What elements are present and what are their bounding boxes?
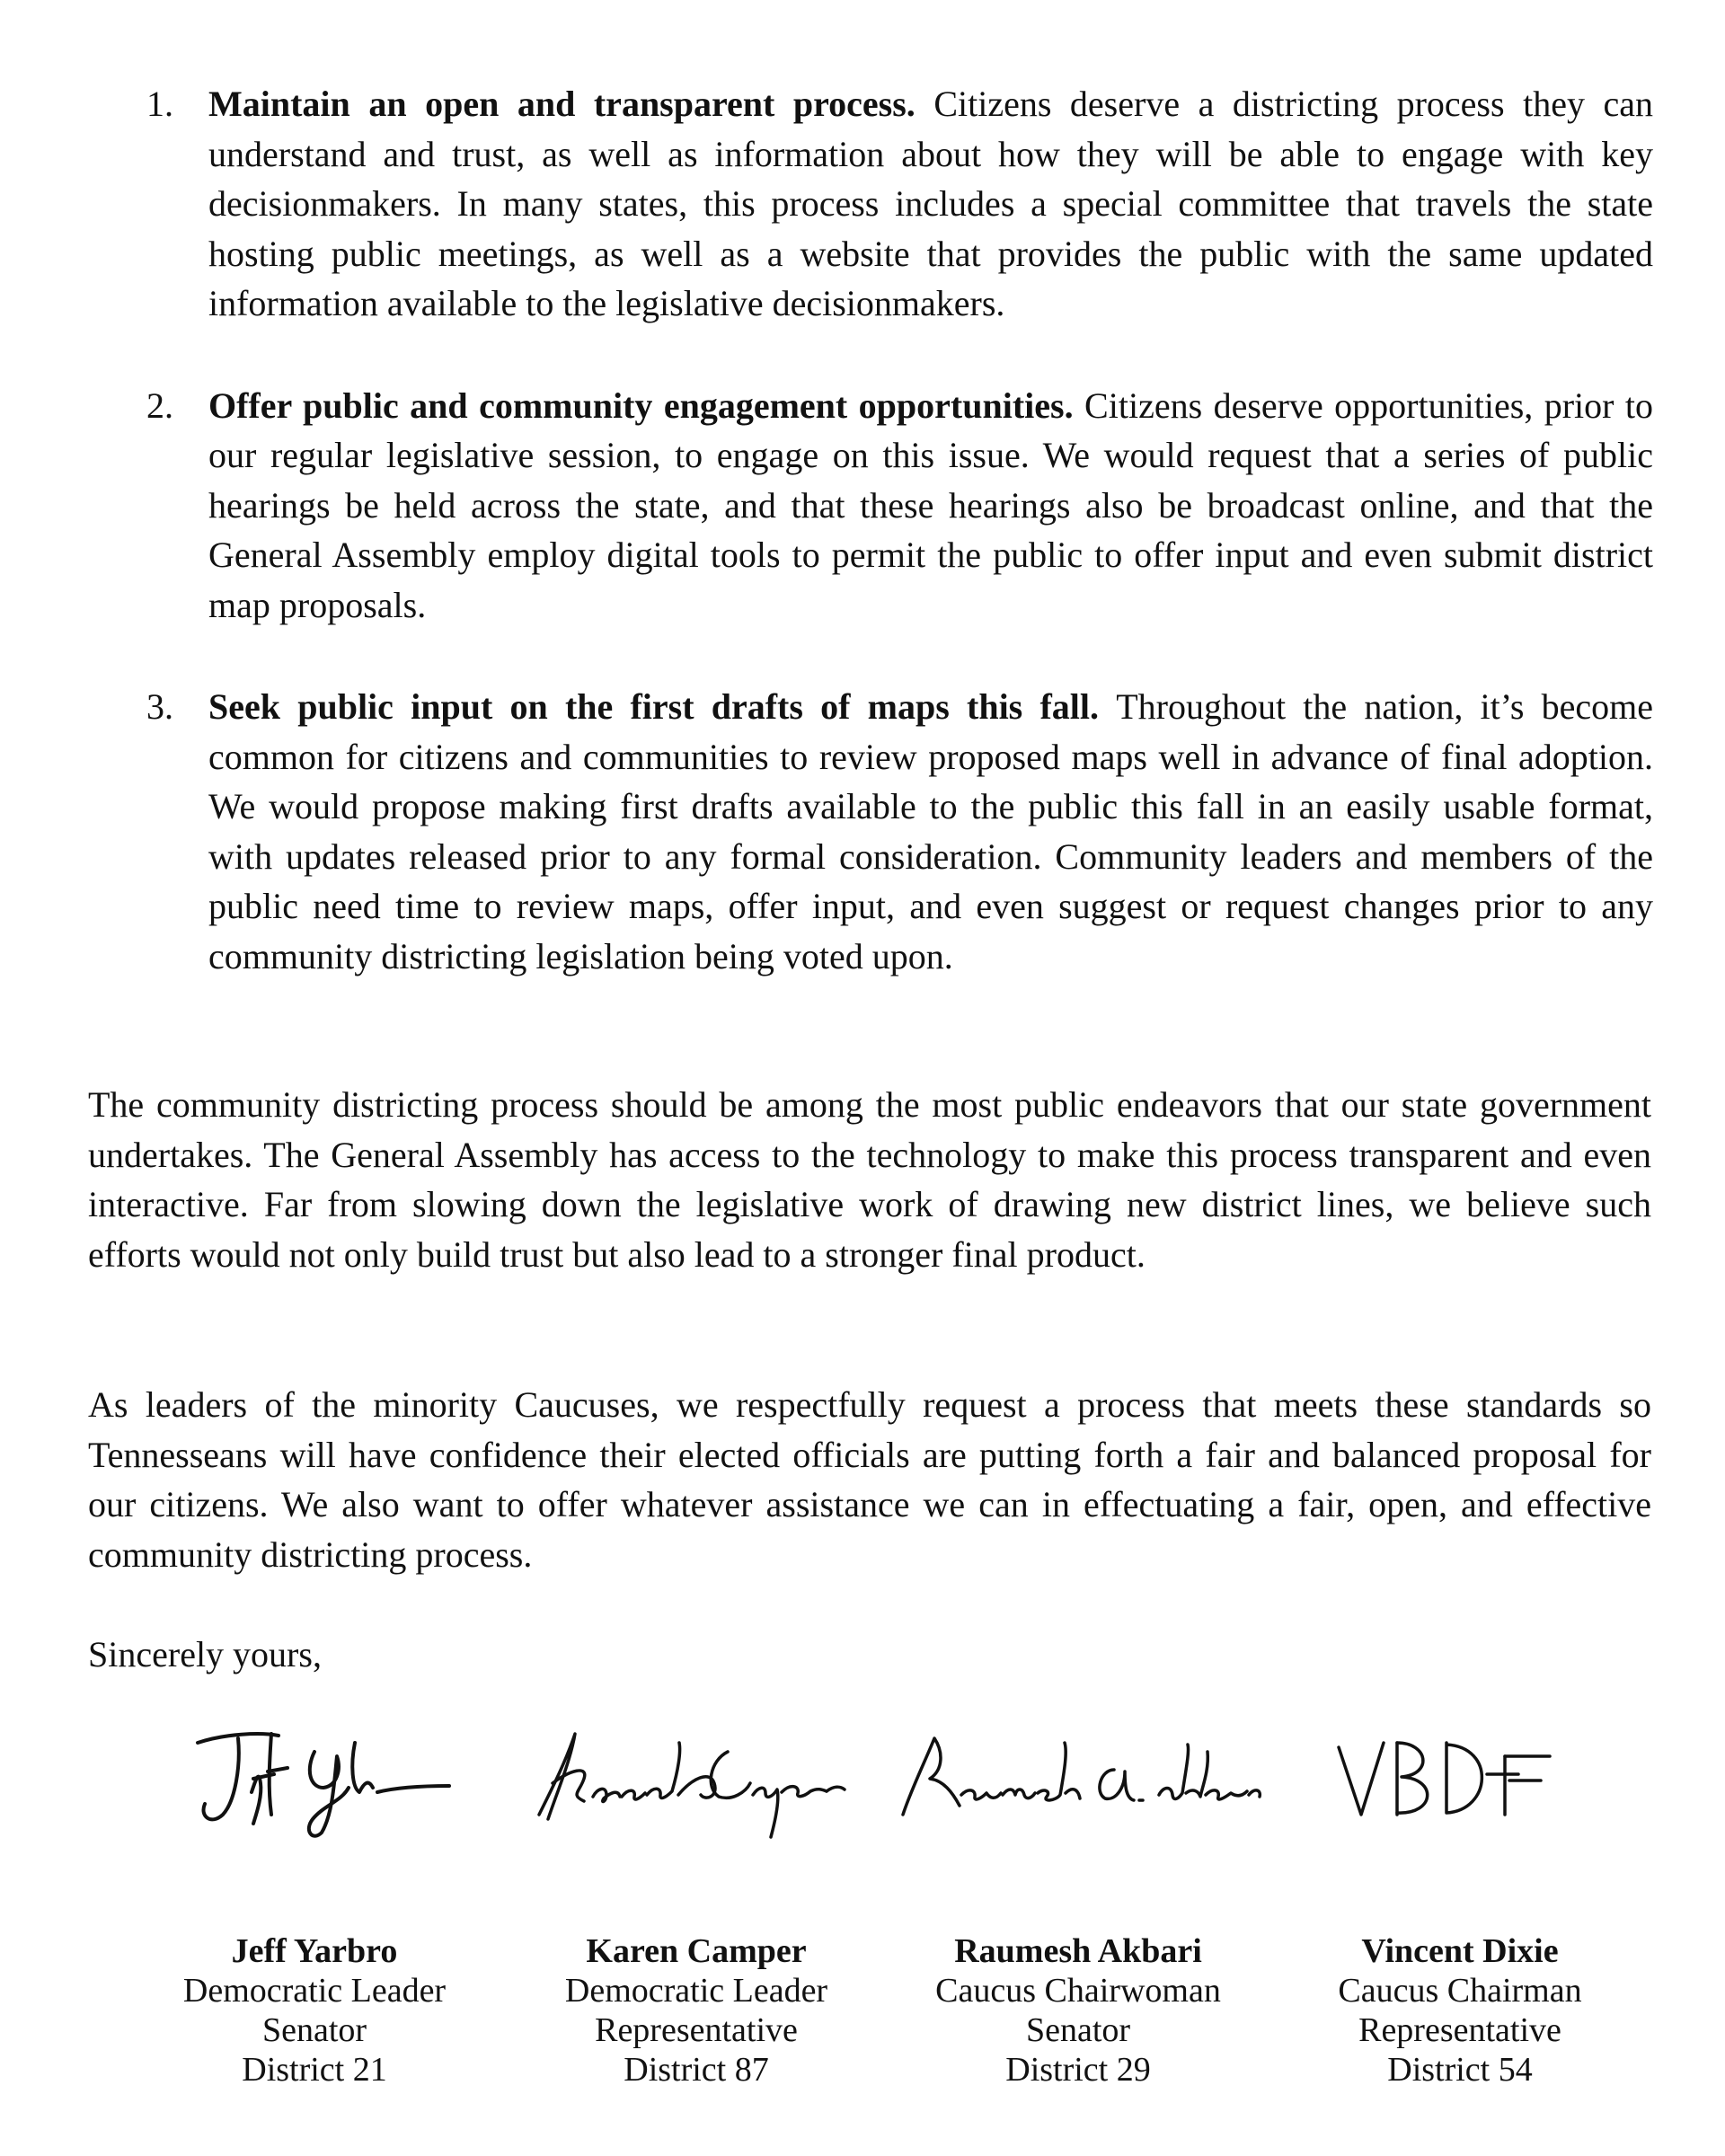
body-paragraph: As leaders of the minority Caucuses, we respectfully request a process that meets these standards so Tennesseans will have confidence their elected officials are putting forth a fair and balanced proposal for our citizens. We also want to offer whatever assistance we can in effectuating a fair, open, and effective community districting process. — [88, 1384, 1651, 1575]
list-item-number: 3. — [146, 686, 173, 727]
signer-block — [889, 1931, 1267, 2090]
list-item-heading: Offer public and community engagement opportunities. — [208, 384, 1085, 426]
signer-chamber: Senator — [261, 2011, 367, 2049]
closing-salutation: Sincerely yours, — [88, 1634, 322, 1674]
signature-karen-camper — [521, 1716, 862, 1851]
signature-row — [0, 1716, 1725, 1851]
signer-title: Democratic Leader — [564, 1972, 828, 2010]
signer-block — [1271, 1931, 1649, 2090]
list-item-heading: Seek public input on the first drafts of maps this fall. — [208, 686, 1117, 727]
signer-chamber: Senator — [1025, 2011, 1131, 2049]
list-item-text: Citizens deserve a districting process they can understand and trust, as well as information about how they will be able to engage with key decisionmakers. In many states, this process includes a special committee that travels the state hosting public meetings, as well as a website that provides the public with the same updated information available to the legislative decisionmakers. — [208, 84, 1653, 323]
signature-vincent-dixie — [1330, 1716, 1563, 1851]
list-item-text: Citizens deserve opportunities, prior to our regular legislative session, to engage on this issue. We would request that a series of public hearings be held across the state, and that these hearings also be broadcast online, and that the General Assembly employ digital tools to permit the public to offer input and even submit district map proposals. — [208, 384, 1654, 625]
signer-district: District 87 — [624, 2051, 769, 2089]
signer-district: District 21 — [242, 2051, 387, 2089]
signer-block — [508, 1931, 885, 2090]
signature-raumesh-akbari — [889, 1716, 1285, 1851]
signer-block — [126, 1931, 503, 2090]
list-item-number: 2. — [146, 384, 173, 426]
signer-name: Jeff Yarbro — [231, 1932, 398, 1970]
signer-chamber: Representative — [1358, 2011, 1561, 2049]
body-paragraph: The community districting process should be among the most public endeavors that our state government undertakes. The General Assembly has access to the technology to make this process transparent and even interactive. Far from slowing down the legislative work of drawing new district lines, we believe such efforts would not only build trust but also lead to a stronger final product. — [88, 1084, 1651, 1275]
signer-title: Democratic Leader — [182, 1972, 447, 2010]
list-item — [135, 381, 1653, 631]
signer-district: District 54 — [1387, 2051, 1533, 2089]
list-item-number: 1. — [146, 84, 173, 124]
list-item — [135, 79, 1653, 329]
list-item-heading: Maintain an open and transparent process. — [208, 84, 934, 124]
signer-name: Karen Camper — [586, 1932, 807, 1970]
signer-name: Raumesh Akbari — [954, 1932, 1202, 1970]
list-item-text: Throughout the nation, it’s become common for citizens and communities to review proposed maps well in advance of final adoption. We would propose making first drafts available to the public this fall in an easily usable format, with updates released prior to any formal consideration. Community leaders and members of the public need time to review maps, offer input, and even suggest or request changes prior to any community districting legislation being voted upon. — [208, 686, 1654, 976]
signer-title: Caucus Chairwoman — [935, 1972, 1221, 2010]
numbered-list — [135, 79, 1653, 1033]
signer-chamber: Representative — [595, 2011, 798, 2049]
list-item — [135, 682, 1653, 981]
signature-jeff-yarbro — [189, 1716, 458, 1851]
signer-name: Vincent Dixie — [1361, 1932, 1559, 1970]
signer-title: Caucus Chairman — [1338, 1972, 1582, 2010]
signer-district: District 29 — [1005, 2051, 1151, 2089]
